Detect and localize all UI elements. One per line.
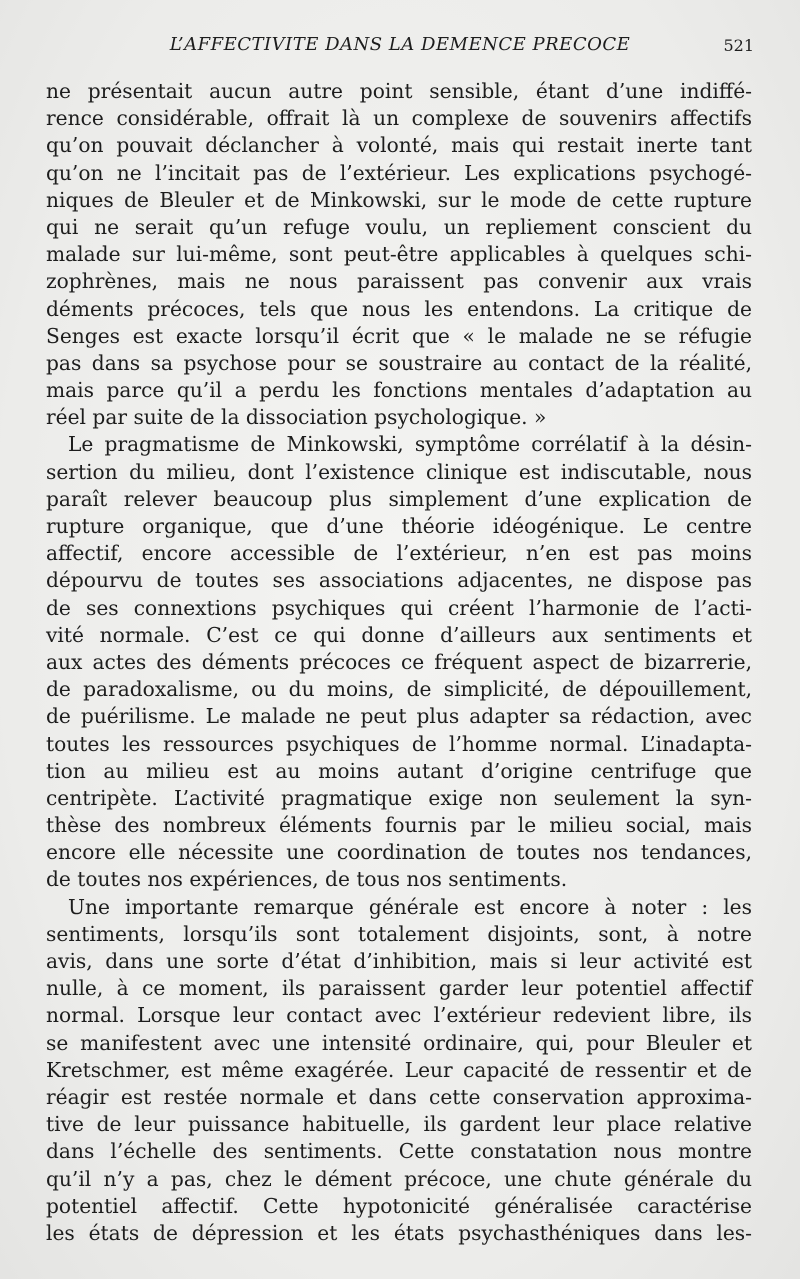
text-line: qu’on pouvait déclancher à volonté, mais qui restait inerte tant bbox=[46, 133, 752, 158]
text-line: de paradoxalisme, ou du moins, de simplicité, de dépouillement, bbox=[46, 677, 752, 702]
text-line: de toutes nos expériences, de tous nos sentiments. bbox=[46, 867, 568, 892]
text-line: de ses connextions psychiques qui créent l’harmonie de l’acti- bbox=[46, 595, 752, 620]
text-line: qu’on ne l’incitait pas de l’extérieur. Les explications psychogé- bbox=[46, 160, 752, 185]
text-line: aux actes des déments précoces ce fréquent aspect de bizarrerie, bbox=[46, 649, 752, 674]
text-line: potentiel affectif. Cette hypotonicité généralisée caractérise bbox=[46, 1193, 752, 1218]
text-line: déments précoces, tels que nous les entendons. La critique de bbox=[46, 296, 752, 321]
text-line: rupture organique, que d’une théorie idéogénique. Le centre bbox=[46, 514, 752, 538]
text-line: réagir est restée normale et dans cette conservation approxima- bbox=[46, 1084, 752, 1109]
text-line: centripète. L’activité pragmatique exige non seulement la syn- bbox=[46, 785, 752, 810]
text-line: dans l’échelle des sentiments. Cette constatation nous montre bbox=[46, 1139, 752, 1164]
text-line: thèse des nombreux éléments fournis par le milieu social, mais bbox=[46, 813, 752, 838]
text-line: se manifestent avec une intensité ordinaire, qui, pour Bleuler et bbox=[46, 1030, 752, 1055]
text-line: sentiments, lorsqu’ils sont totalement disjoints, sont, à notre bbox=[46, 921, 752, 946]
page-number: 521 bbox=[723, 36, 754, 55]
text-line: de puérilisme. Le malade ne peut plus adapter sa rédaction, avec bbox=[46, 704, 752, 729]
text-line: Senges est exacte lorsqu’il écrit que « le malade ne se réfugie bbox=[46, 323, 752, 348]
text-line: réel par suite de la dissociation psychologique. » bbox=[46, 405, 547, 430]
text-line: paraît relever beaucoup plus simplement d’une explication de bbox=[46, 486, 752, 511]
text-line: toutes les ressources psychiques de l’homme normal. L’inadapta- bbox=[46, 731, 752, 756]
page-header bbox=[46, 34, 754, 58]
paragraph-first-line: Une importante remarque générale est encore à noter : les bbox=[68, 894, 752, 919]
text-line: qu’il n’y a pas, chez le dément précoce, une chute générale du bbox=[46, 1166, 752, 1191]
text-line: affectif, encore accessible de l’extérieur, n’en est pas moins bbox=[46, 541, 752, 566]
text-line: vité normale. C’est ce qui donne d’ailleurs aux sentiments et bbox=[46, 622, 752, 647]
text-line: encore elle nécessite une coordination de toutes nos tendances, bbox=[46, 840, 752, 865]
text-line: rence considérable, offrait là un complexe de souvenirs affectifs bbox=[46, 106, 752, 131]
text-line: mais parce qu’il a perdu les fonctions mentales d’adaptation au bbox=[46, 378, 752, 403]
text-line: normal. Lorsque leur contact avec l’extérieur redevient libre, ils bbox=[46, 1003, 752, 1028]
text-line: tion au milieu est au moins autant d’origine centrifuge que bbox=[46, 758, 752, 783]
text-line: sertion du milieu, dont l’existence clinique est indiscutable, nous bbox=[46, 459, 752, 484]
text-line: nulle, à ce moment, ils paraissent garder leur potentiel affectif bbox=[46, 976, 752, 1001]
text-line: niques de Bleuler et de Minkowski, sur le mode de cette rupture bbox=[46, 187, 752, 212]
text-line: tive de leur puissance habituelle, ils gardent leur place relative bbox=[46, 1112, 752, 1137]
text-line: qui ne serait qu’un refuge voulu, un repliement conscient du bbox=[46, 214, 752, 239]
text-line: pas dans sa psychose pour se soustraire au contact de la réalité, bbox=[46, 350, 752, 375]
text-line: Kretschmer, est même exagérée. Leur capacité de ressentir et de bbox=[46, 1057, 752, 1082]
text-line: zophrènes, mais ne nous paraissent pas convenir aux vrais bbox=[46, 269, 752, 294]
text-line: avis, dans une sorte d’état d’inhibition, mais si leur activité est bbox=[46, 949, 752, 973]
text-line: ne présentait aucun autre point sensible, étant d’une indiffé- bbox=[46, 79, 752, 103]
body-text bbox=[46, 78, 752, 1247]
text-line: dépourvu de toutes ses associations adjacentes, ne dispose pas bbox=[46, 568, 752, 593]
paragraph-first-line: Le pragmatisme de Minkowski, symptôme corrélatif à la désin- bbox=[68, 432, 752, 457]
running-title: L’AFFECTIVITE DANS LA DEMENCE PRECOCE bbox=[169, 34, 631, 55]
text-line: malade sur lui-même, sont peut-être applicables à quelques schi- bbox=[46, 242, 752, 267]
text-line: les états de dépression et les états psychasthéniques dans les- bbox=[46, 1220, 752, 1245]
